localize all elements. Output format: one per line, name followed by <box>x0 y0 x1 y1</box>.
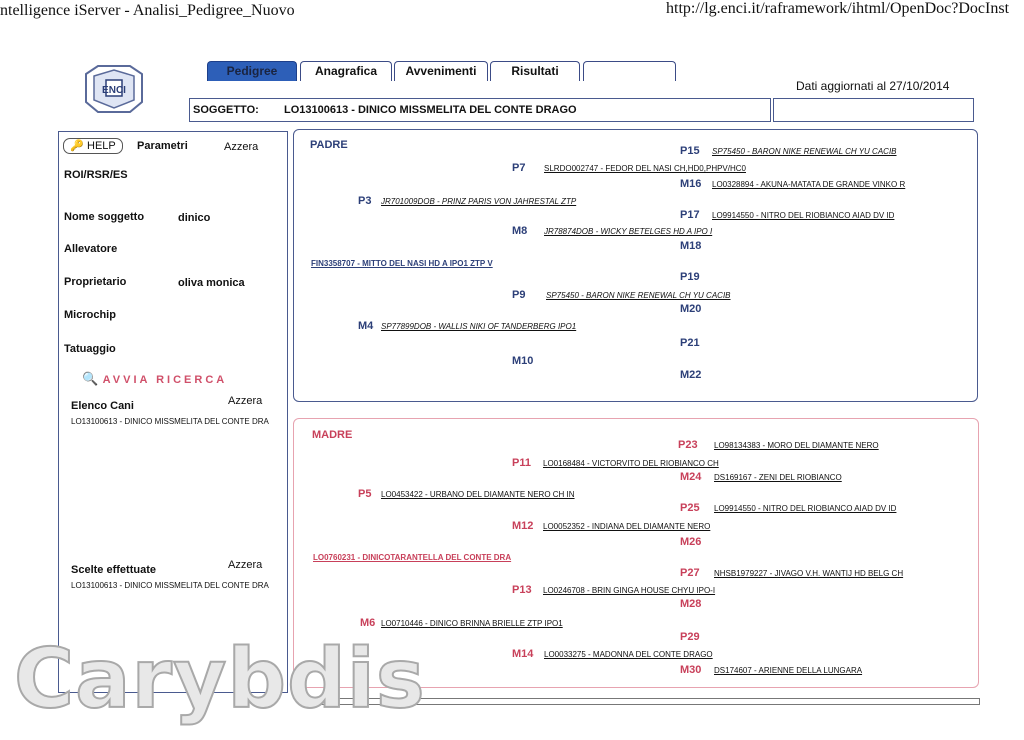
tab-anagrafica[interactable]: Anagrafica <box>300 61 392 81</box>
pedigree-dog-link[interactable]: LO0168484 - VICTORVITO DEL RIOBIANCO CH <box>543 459 719 468</box>
pedigree-code: M6 <box>360 617 376 629</box>
pedigree-code: M8 <box>512 225 528 237</box>
pedigree-dog-link[interactable]: JR78874DOB - WICKY BETELGES HD A IPO I <box>544 227 713 236</box>
subject-bar <box>189 98 771 122</box>
watermark: Carybdis <box>14 632 426 727</box>
pedigree-code: M10 <box>512 355 534 367</box>
pedigree-dog-link[interactable]: SP77899DOB - WALLIS NIKI OF TANDERBERG IPO1 <box>381 322 577 331</box>
pedigree-dog-link[interactable]: DS174607 - ARIENNE DELLA LUNGARA <box>714 666 863 675</box>
pedigree-code: P11 <box>512 457 531 469</box>
pedigree-code: P27 <box>680 567 700 579</box>
pedigree-dog-link[interactable]: JR701009DOB - PRINZ PARIS VON JAHRESTAL ZTP <box>381 197 577 206</box>
pedigree-code: P3 <box>358 195 372 207</box>
pedigree-code: P21 <box>680 337 700 349</box>
enci-logo <box>80 64 148 114</box>
field-label-nome: Nome soggetto <box>64 211 145 223</box>
field-label-allevatore: Allevatore <box>64 243 118 255</box>
choices-item[interactable]: LO13100613 - DINICO MISSMELITA DEL CONTE DRA <box>71 581 269 590</box>
pedigree-code: P13 <box>512 584 532 596</box>
padre-title: PADRE <box>310 139 348 151</box>
pedigree-code: P9 <box>512 289 526 301</box>
pedigree-dog-link[interactable]: LO0453422 - URBANO DEL DIAMANTE NERO CH IN <box>381 490 575 499</box>
pedigree-dog-link[interactable]: SLRDO002747 - FEDOR DEL NASI CH,HD0,PHPV/HC0 <box>544 164 746 173</box>
choices-reset-link[interactable]: Azzera <box>228 559 263 571</box>
madre-title: MADRE <box>312 429 353 441</box>
choices-label: Scelte effettuate <box>71 564 156 576</box>
dogs-list-reset-link[interactable]: Azzera <box>228 395 263 407</box>
tab-pedigree[interactable]: Pedigree <box>207 61 297 81</box>
pedigree-dog-link[interactable]: LO0246708 - BRIN GINGA HOUSE CHYU IPO-I <box>543 586 716 595</box>
tab-empty[interactable] <box>583 61 676 81</box>
field-label-roi: ROI/RSR/ES <box>64 169 128 181</box>
search-button-label: AVVIA RICERCA <box>102 374 228 386</box>
pedigree-code: M30 <box>680 664 702 676</box>
logo-text: ENCI <box>102 85 126 96</box>
subject-extra-box <box>773 98 974 122</box>
pedigree-dog-link[interactable]: LO98134383 - MORO DEL DIAMANTE NERO <box>714 441 879 450</box>
pedigree-code: M4 <box>358 320 374 332</box>
pedigree-dog-link[interactable]: SP75450 - BARON NIKE RENEWAL CH YU CACIB <box>546 291 731 300</box>
pedigree-code: P23 <box>678 439 698 451</box>
pedigree-dog-link[interactable]: LO9914550 - NITRO DEL RIOBIANCO AIAD DV ID <box>712 211 895 220</box>
pedigree-code: M26 <box>680 536 702 548</box>
pedigree-dog-link[interactable]: LO0033275 - MADONNA DEL CONTE DRAGO <box>544 650 713 659</box>
field-value-nome[interactable]: dinico <box>178 212 211 224</box>
pedigree-dog-link[interactable]: DS169167 - ZENI DEL RIOBIANCO <box>714 473 842 482</box>
pedigree-dog-link[interactable]: LO0052352 - INDIANA DEL DIAMANTE NERO <box>543 522 711 531</box>
help-button[interactable] <box>63 138 123 154</box>
tab-avvenimenti[interactable]: Avvenimenti <box>394 61 488 81</box>
help-label: HELP <box>87 140 116 152</box>
padre-root[interactable]: FIN3358707 - MITTO DEL NASI HD A IPO1 ZTP V <box>311 259 493 268</box>
pedigree-code: P5 <box>358 488 372 500</box>
pedigree-code: M22 <box>680 369 702 381</box>
pedigree-code: P7 <box>512 162 526 174</box>
field-label-proprietario: Proprietario <box>64 276 127 288</box>
madre-root[interactable]: LO0760231 - DINICOTARANTELLA DEL CONTE DRA <box>313 553 512 562</box>
subject-label: SOGGETTO: <box>193 104 259 116</box>
pedigree-code: P19 <box>680 271 700 283</box>
search-button[interactable] <box>82 370 227 388</box>
pedigree-dog-link[interactable]: LO0710446 - DINICO BRINNA BRIELLE ZTP IPO1 <box>381 619 563 628</box>
pedigree-code: M18 <box>680 240 702 252</box>
window-title: ntelligence iServer - Analisi_Pedigree_Nuovo <box>0 2 295 19</box>
pedigree-code: M24 <box>680 471 702 483</box>
dogs-list-item[interactable]: LO13100613 - DINICO MISSMELITA DEL CONTE DRA <box>71 417 269 426</box>
params-label: Parametri <box>137 140 188 152</box>
tab-risultati[interactable]: Risultati <box>490 61 580 81</box>
pedigree-code: P17 <box>680 209 700 221</box>
pedigree-dog-link[interactable]: LO0328894 - AKUNA-MATATA DE GRANDE VINKO R <box>712 180 906 189</box>
pedigree-code: P15 <box>680 145 700 157</box>
magnifier-icon: 🔍 <box>82 371 99 386</box>
subject-value: LO13100613 - DINICO MISSMELITA DEL CONTE DRAGO <box>284 104 577 116</box>
update-date: Dati aggiornati al 27/10/2014 <box>796 79 950 93</box>
pedigree-code: M28 <box>680 598 702 610</box>
params-reset-link[interactable]: Azzera <box>224 141 259 153</box>
field-value-proprietario[interactable]: oliva monica <box>178 277 245 289</box>
field-label-microchip: Microchip <box>64 309 116 321</box>
pedigree-code: M16 <box>680 178 702 190</box>
pedigree-code: M20 <box>680 303 702 315</box>
pedigree-code: M12 <box>512 520 534 532</box>
dogs-list-label: Elenco Cani <box>71 400 134 412</box>
pedigree-dog-link[interactable]: NHSB1979227 - JIVAGO V.H. WANTIJ HD BELG CH <box>714 569 904 578</box>
url-text: http://lg.enci.it/raframework/ihtml/OpenDoc?DocInst <box>666 0 1010 17</box>
pedigree-code: P25 <box>680 502 700 514</box>
pedigree-dog-link[interactable]: SP75450 - BARON NIKE RENEWAL CH YU CACIB <box>712 147 897 156</box>
key-icon: 🔑 <box>70 140 84 152</box>
pedigree-code: M14 <box>512 648 534 660</box>
pedigree-code: P29 <box>680 631 700 643</box>
pedigree-dog-link[interactable]: LO9914550 - NITRO DEL RIOBIANCO AIAD DV ID <box>714 504 897 513</box>
field-label-tatuaggio: Tatuaggio <box>64 343 116 355</box>
